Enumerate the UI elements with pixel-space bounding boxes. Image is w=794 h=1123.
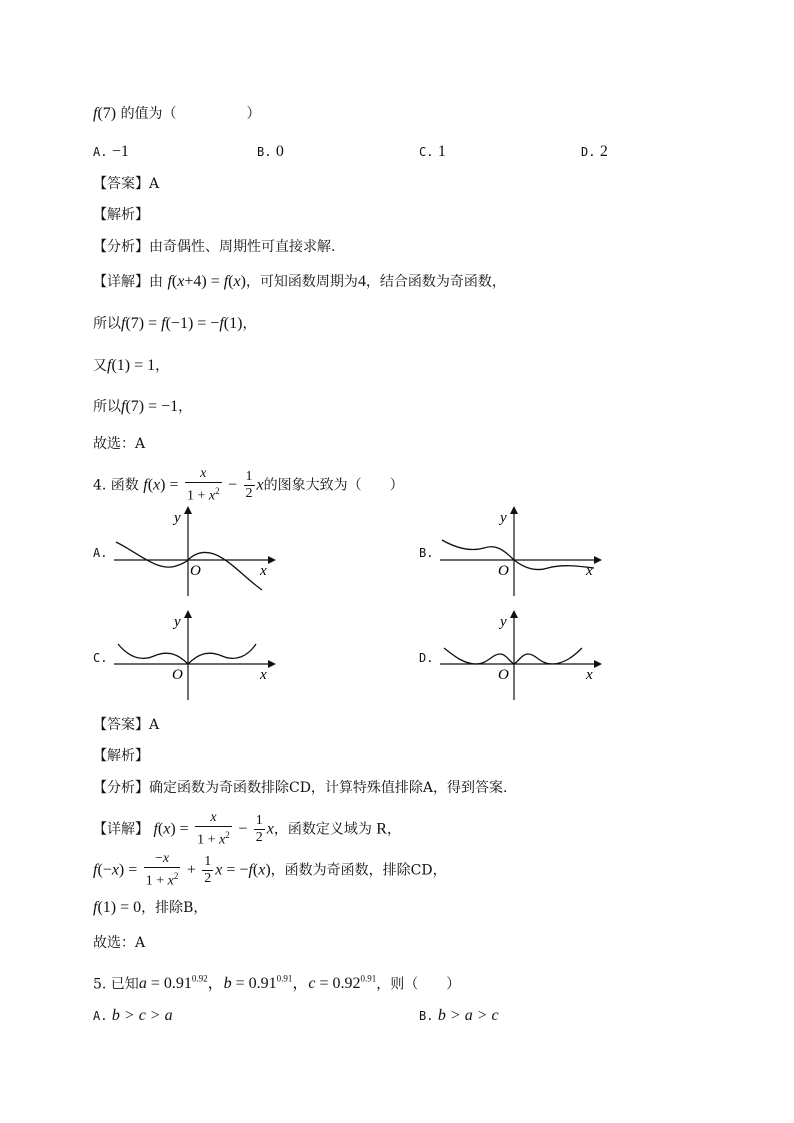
q5-stem: 5. 已知$a = 0.91^{0.92}$，$b = 0.91^{0.91}$，$c = 0.92^{0.91}$，则（ ） [93,974,461,993]
graph-a-y-label: y [174,510,181,526]
q5-option-b: B. b > a > c [419,1007,499,1024]
q3-answer: 【答案】A [93,176,160,192]
graph-b-label: B. [419,546,434,560]
graph-b-origin: O [498,563,509,579]
q4-choose: 故选：A [93,935,146,951]
q3-so2: 所以f(7) = −1， [93,398,193,415]
q4-half: $\frac{1}{2}$ [245,468,253,501]
graph-c-y-label: y [174,614,181,630]
graph-b-x-label: x [586,563,593,579]
graph-a-origin: O [190,563,201,579]
q4-odd-check: f(−x) = $\frac{-x}{1 + x^2}$ + $\frac{1}{2}$ x = −f(x)，函数为奇函数，排除CD， [93,851,447,889]
graph-d-x-label: x [586,667,593,683]
graph-b-y-label: y [500,510,507,526]
graph-c-origin: O [172,667,183,683]
graph-a-x-label: x [260,563,267,579]
q4-stem: 4. 函数 f(x) = $\frac{x}{1 + x^2}$ − $\frac{1}{2}$ x的图象大致为（ ） [93,466,404,504]
graph-d-origin: O [498,667,509,683]
graph-d-y-label: y [500,614,507,630]
graph-a-label: A. [93,546,108,560]
q3-choose: 故选：A [93,436,146,452]
periodic-equation: f(x+4) = f(x) [167,273,246,290]
q3-option-a: A. −1 [93,143,129,160]
graph-d [436,606,606,702]
f7-result: f(7) = −1 [121,398,179,415]
q5-option-a: A. b > c > a [93,1007,173,1024]
graph-a [110,502,280,598]
domain-r: R [376,820,387,838]
q3-stem-suffix: 的值为（ ） [120,106,261,122]
q5-values: $a = 0.91^{0.92}$，$b = 0.91^{0.91}$，$c = 0.92^{0.91}$ [138,974,377,993]
q4-function: f(x) = [143,476,179,494]
q3-option-c: C. 1 [419,143,446,160]
q4-analysis-label: 【解析】 [93,748,149,764]
q4-fraction: $\frac{x}{1 + x^2}$ [186,466,220,504]
q4-answer: 【答案】A [93,717,160,733]
q3-analysis-label: 【解析】 [93,207,149,223]
graph-c-label: C. [93,651,108,665]
q3-option-b: B. 0 [257,143,284,160]
q3-detail: 【详解】由 f(x+4) = f(x)，可知函数周期为4，结合函数为奇函数， [93,273,506,290]
f1-value: f(1) = 1 [107,357,156,374]
graph-d-label: D. [419,651,434,665]
q3-option-d: D. 2 [581,143,608,160]
f7-expr: f(7) [93,105,117,122]
graph-c [110,606,280,702]
q3-fenxi: 【分析】由奇偶性、周期性可直接求解. [93,239,336,255]
q3-stem [93,104,261,124]
q3-you: 又f(1) = 1， [93,357,170,374]
q3-so1: 所以f(7) = f(−1) = −f(1)， [93,315,257,332]
q4-f1: f(1) = 0，排除B， [93,899,208,916]
f7-chain: f(7) = f(−1) = −f(1) [121,315,243,332]
graph-c-x-label: x [260,667,267,683]
graph-b [436,502,606,598]
q4-fenxi: 【分析】确定函数为奇函数排除CD，计算特殊值排除A，得到答案. [93,780,508,796]
q4-detail: 【详解】 f(x) = $\frac{x}{1 + x^2}$ − $\frac{1}{2}$ x，函数定义域为 R， [93,810,401,848]
